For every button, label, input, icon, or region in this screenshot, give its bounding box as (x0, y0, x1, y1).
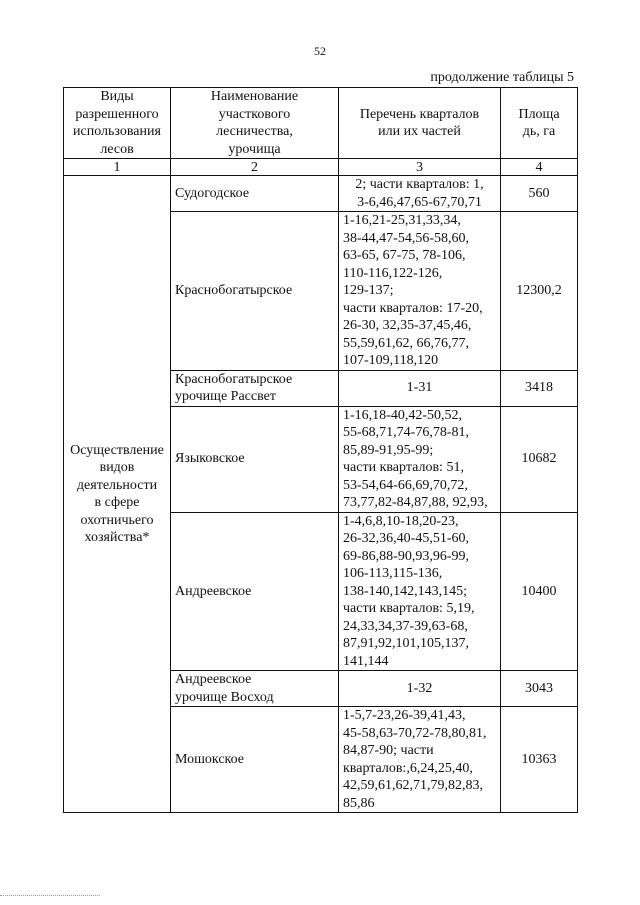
cell-text-line: лесов (100, 141, 134, 157)
cell-text-line: 55-68,71,74-76,78-81, (343, 425, 469, 440)
cell-text-line: 106-113,115-136, (343, 566, 443, 581)
cell-text-line: использования (73, 124, 161, 139)
column-number: 1 (64, 159, 171, 176)
cell-text-line: урочище Рассвет (175, 389, 276, 404)
column-number: 4 (501, 159, 578, 176)
cell-text-line: 1-32 (406, 680, 433, 696)
forestry-name-cell (171, 512, 339, 671)
cell-text-line: урочища (228, 141, 281, 157)
cell-text-line: участкового (218, 106, 291, 122)
cell-text-line: 107-109,118,120 (343, 353, 439, 368)
area-cell: 3043 (501, 671, 578, 707)
cell-text-line: 38-44,47-54,56-58,60, (343, 230, 469, 246)
cell-text-line: части кварталов: 51, (343, 460, 464, 475)
cell-text-line: Андреевское (175, 583, 252, 599)
cell-text-line: 45-58,63-70,72-78,80,81, (343, 725, 487, 741)
cell-text-line: Перечень кварталов (359, 106, 480, 122)
area-cell: 560 (501, 176, 578, 212)
cell-text-line: 69-86,88-90,93,96-99, (343, 548, 469, 564)
cell-text-line: 138-140,142,143,145; (343, 583, 468, 599)
cell-text-line: 55,59,61,62, 66,76,77, (343, 335, 469, 351)
cell-text-line: кварталов:,6,24,25,40, (343, 760, 473, 776)
forestry-name-cell (171, 176, 339, 212)
table-body (64, 176, 578, 813)
cell-text-line: 53-54,64-66,69,70,72, (343, 477, 468, 493)
cell-text-line: 85,89-91,95-99; (343, 442, 434, 458)
cell-text-line: части кварталов: 5,19, (343, 601, 475, 616)
cell-text-line: хозяйства* (84, 530, 150, 545)
cell-text-line: 1-16,21-25,31,33,34, (343, 213, 461, 228)
quarters-cell (339, 212, 501, 371)
table-header-row (64, 88, 578, 159)
forestry-name-cell (171, 406, 339, 512)
quarters-cell (339, 176, 501, 212)
cell-text-line: 1-16,18-40,42-50,52, (343, 407, 462, 423)
cell-text-line: 63-65, 67-75, 78-106, (343, 248, 466, 263)
cell-text-line: Андреевское (175, 672, 252, 687)
table-row (64, 176, 578, 212)
forest-quarters-table (63, 87, 578, 813)
column-number-row (64, 159, 578, 176)
cell-text-line: Судогодское (175, 185, 250, 201)
page-number: 52 (314, 44, 326, 58)
cell-text-line: лесничества, (216, 124, 293, 139)
quarters-cell (339, 671, 501, 707)
area-cell: 10682 (501, 406, 578, 512)
forestry-name-cell (171, 671, 339, 707)
cell-text-line: урочище Восход (175, 689, 274, 705)
use-type-cell (64, 176, 171, 813)
cell-text-line: деятельности (76, 477, 158, 493)
cell-text-line: Языковское (175, 451, 245, 467)
cell-text-line: в сфере (94, 495, 140, 510)
cell-text-line: 26-30, 32,35-37,45,46, (343, 318, 472, 333)
header-quarters (339, 88, 501, 159)
cell-text-line: 87,91,92,101,105,137, (343, 636, 469, 651)
cell-text-line: Виды (100, 89, 134, 104)
cell-text-line: 42,59,61,62,71,79,82,83, (343, 778, 483, 793)
cell-text-line: Краснобогатырское (175, 283, 293, 298)
quarters-cell (339, 512, 501, 671)
cell-text-line: Наименование (210, 89, 299, 104)
quarters-cell (339, 370, 501, 406)
cell-text-line: 1-5,7-23,26-39,41,43, (343, 708, 466, 723)
cell-text-line: 24,33,34,37-39,63-68, (343, 618, 468, 634)
cell-text-line: 1-31 (406, 380, 433, 396)
quarters-cell (339, 406, 501, 512)
cell-text-line: 84,87-90; части (343, 743, 434, 758)
cell-text-line: Краснобогатырское (175, 371, 293, 387)
cell-text-line: Площа (518, 106, 560, 122)
cell-text-line: или их частей (378, 124, 461, 139)
cell-text-line: 73,77,82-84,87,88, 92,93, (343, 495, 488, 510)
table-continuation-label: продолжение таблицы 5 (430, 70, 574, 85)
cell-text-line: 85,86 (343, 795, 375, 811)
forestry-name-cell (171, 707, 339, 813)
area-cell: 10363 (501, 707, 578, 813)
header-area (501, 88, 578, 159)
cell-text-line: 1-4,6,8,10-18,20-23, (343, 513, 459, 529)
footnote-separator (0, 895, 100, 896)
cell-text-line: Осуществление (70, 442, 164, 458)
cell-text-line: 129-137; (343, 283, 394, 298)
column-number: 3 (339, 159, 501, 176)
area-cell: 3418 (501, 370, 578, 406)
cell-text-line: видов (99, 460, 135, 475)
area-cell: 12300,2 (501, 212, 578, 371)
cell-text-line: 141,144 (343, 653, 389, 669)
cell-text-line: 2; части кварталов: 1, (355, 177, 484, 192)
cell-text-line: дь, га (522, 124, 556, 139)
forestry-name-cell (171, 212, 339, 371)
forestry-name-cell (171, 370, 339, 406)
cell-text-line: охотничьего (80, 512, 154, 528)
cell-text-line: части кварталов: 17-20, (343, 300, 483, 316)
column-number: 2 (171, 159, 339, 176)
cell-text-line: 110-116,122-126, (343, 265, 443, 281)
area-cell: 10400 (501, 512, 578, 671)
cell-text-line: 26-32,36,40-45,51-60, (343, 531, 469, 546)
cell-text-line: Мошокское (175, 751, 245, 767)
header-use-type (64, 88, 171, 159)
quarters-cell (339, 707, 501, 813)
cell-text-line: разрешенного (75, 106, 159, 122)
header-forestry-name (171, 88, 339, 159)
cell-text-line: 3-6,46,47,65-67,70,71 (357, 194, 482, 210)
